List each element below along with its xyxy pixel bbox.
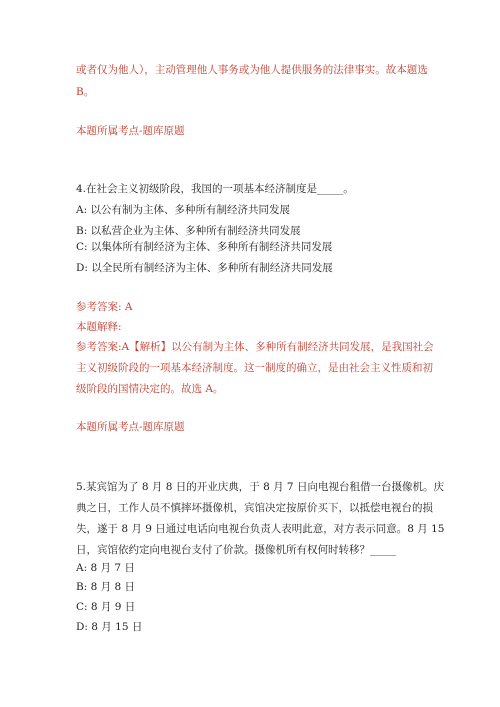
q4-option-c: C: 以集体所有制经济为主体、多种所有制经济共同发展 <box>76 241 333 253</box>
q4-explain-title: 本题解释: <box>76 321 122 333</box>
q4-explain-line-2: 主义初级阶段的一项基本经济制度。这一制度的确立，是由社会主义性质和初 <box>76 362 433 374</box>
q4-source-link[interactable]: 本题所属考点-题库原题 <box>76 421 185 433</box>
prev-source-link[interactable]: 本题所属考点-题库原题 <box>76 125 185 137</box>
q5-stem-line-2: 典之日，工作人员不慎摔坏摄像机，宾馆决定按原价买下，以抵偿电视台的损 <box>76 502 433 514</box>
q5-stem-line-4: 日，宾馆依约定向电视台支付了价款。摄像机所有权何时转移？_____ <box>76 544 397 556</box>
q5-option-b: B: 8 月 8 日 <box>76 581 135 593</box>
q4-explain-line-3: 级阶段的国情决定的。故选 A。 <box>76 383 224 395</box>
q4-option-a: A: 以公有制为主体、多种所有制经济共同发展 <box>76 204 290 216</box>
q4-explain-line-1: 参考答案:A【解析】以公有制为主体、多种所有制经济共同发展，是我国社会 <box>76 341 434 353</box>
q5-option-a: A: 8 月 7 日 <box>76 562 135 574</box>
q4-stem: 4.在社会主义初级阶段，我国的一项基本经济制度是_____。 <box>76 183 354 195</box>
q5-option-c: C: 8 月 9 日 <box>76 601 136 613</box>
q4-answer: 参考答案: A <box>76 301 133 313</box>
q5-stem-line-1: 5.某宾馆为了 8 月 8 日的开业庆典，于 8 月 7 日向电视台租借一台摄像机。庆 <box>76 481 444 493</box>
q5-option-d: D: 8 月 15 日 <box>76 621 143 633</box>
q4-option-d: D: 以全民所有制经济为主体、多种所有制经济共同发展 <box>76 262 333 274</box>
q5-stem-line-3: 失，遂于 8 月 9 日通过电话向电视台负责人表明此意，对方表示同意。8 月 15 <box>76 523 445 535</box>
q4-option-b: B: 以私营企业为主体、多种所有制经济共同发展 <box>76 225 301 237</box>
prev-explanation-line-1: 或者仅为他人），主动管理他人事务或为他人提供服务的法律事实。故本题选 <box>76 64 428 76</box>
prev-explanation-line-2: B。 <box>76 86 95 98</box>
